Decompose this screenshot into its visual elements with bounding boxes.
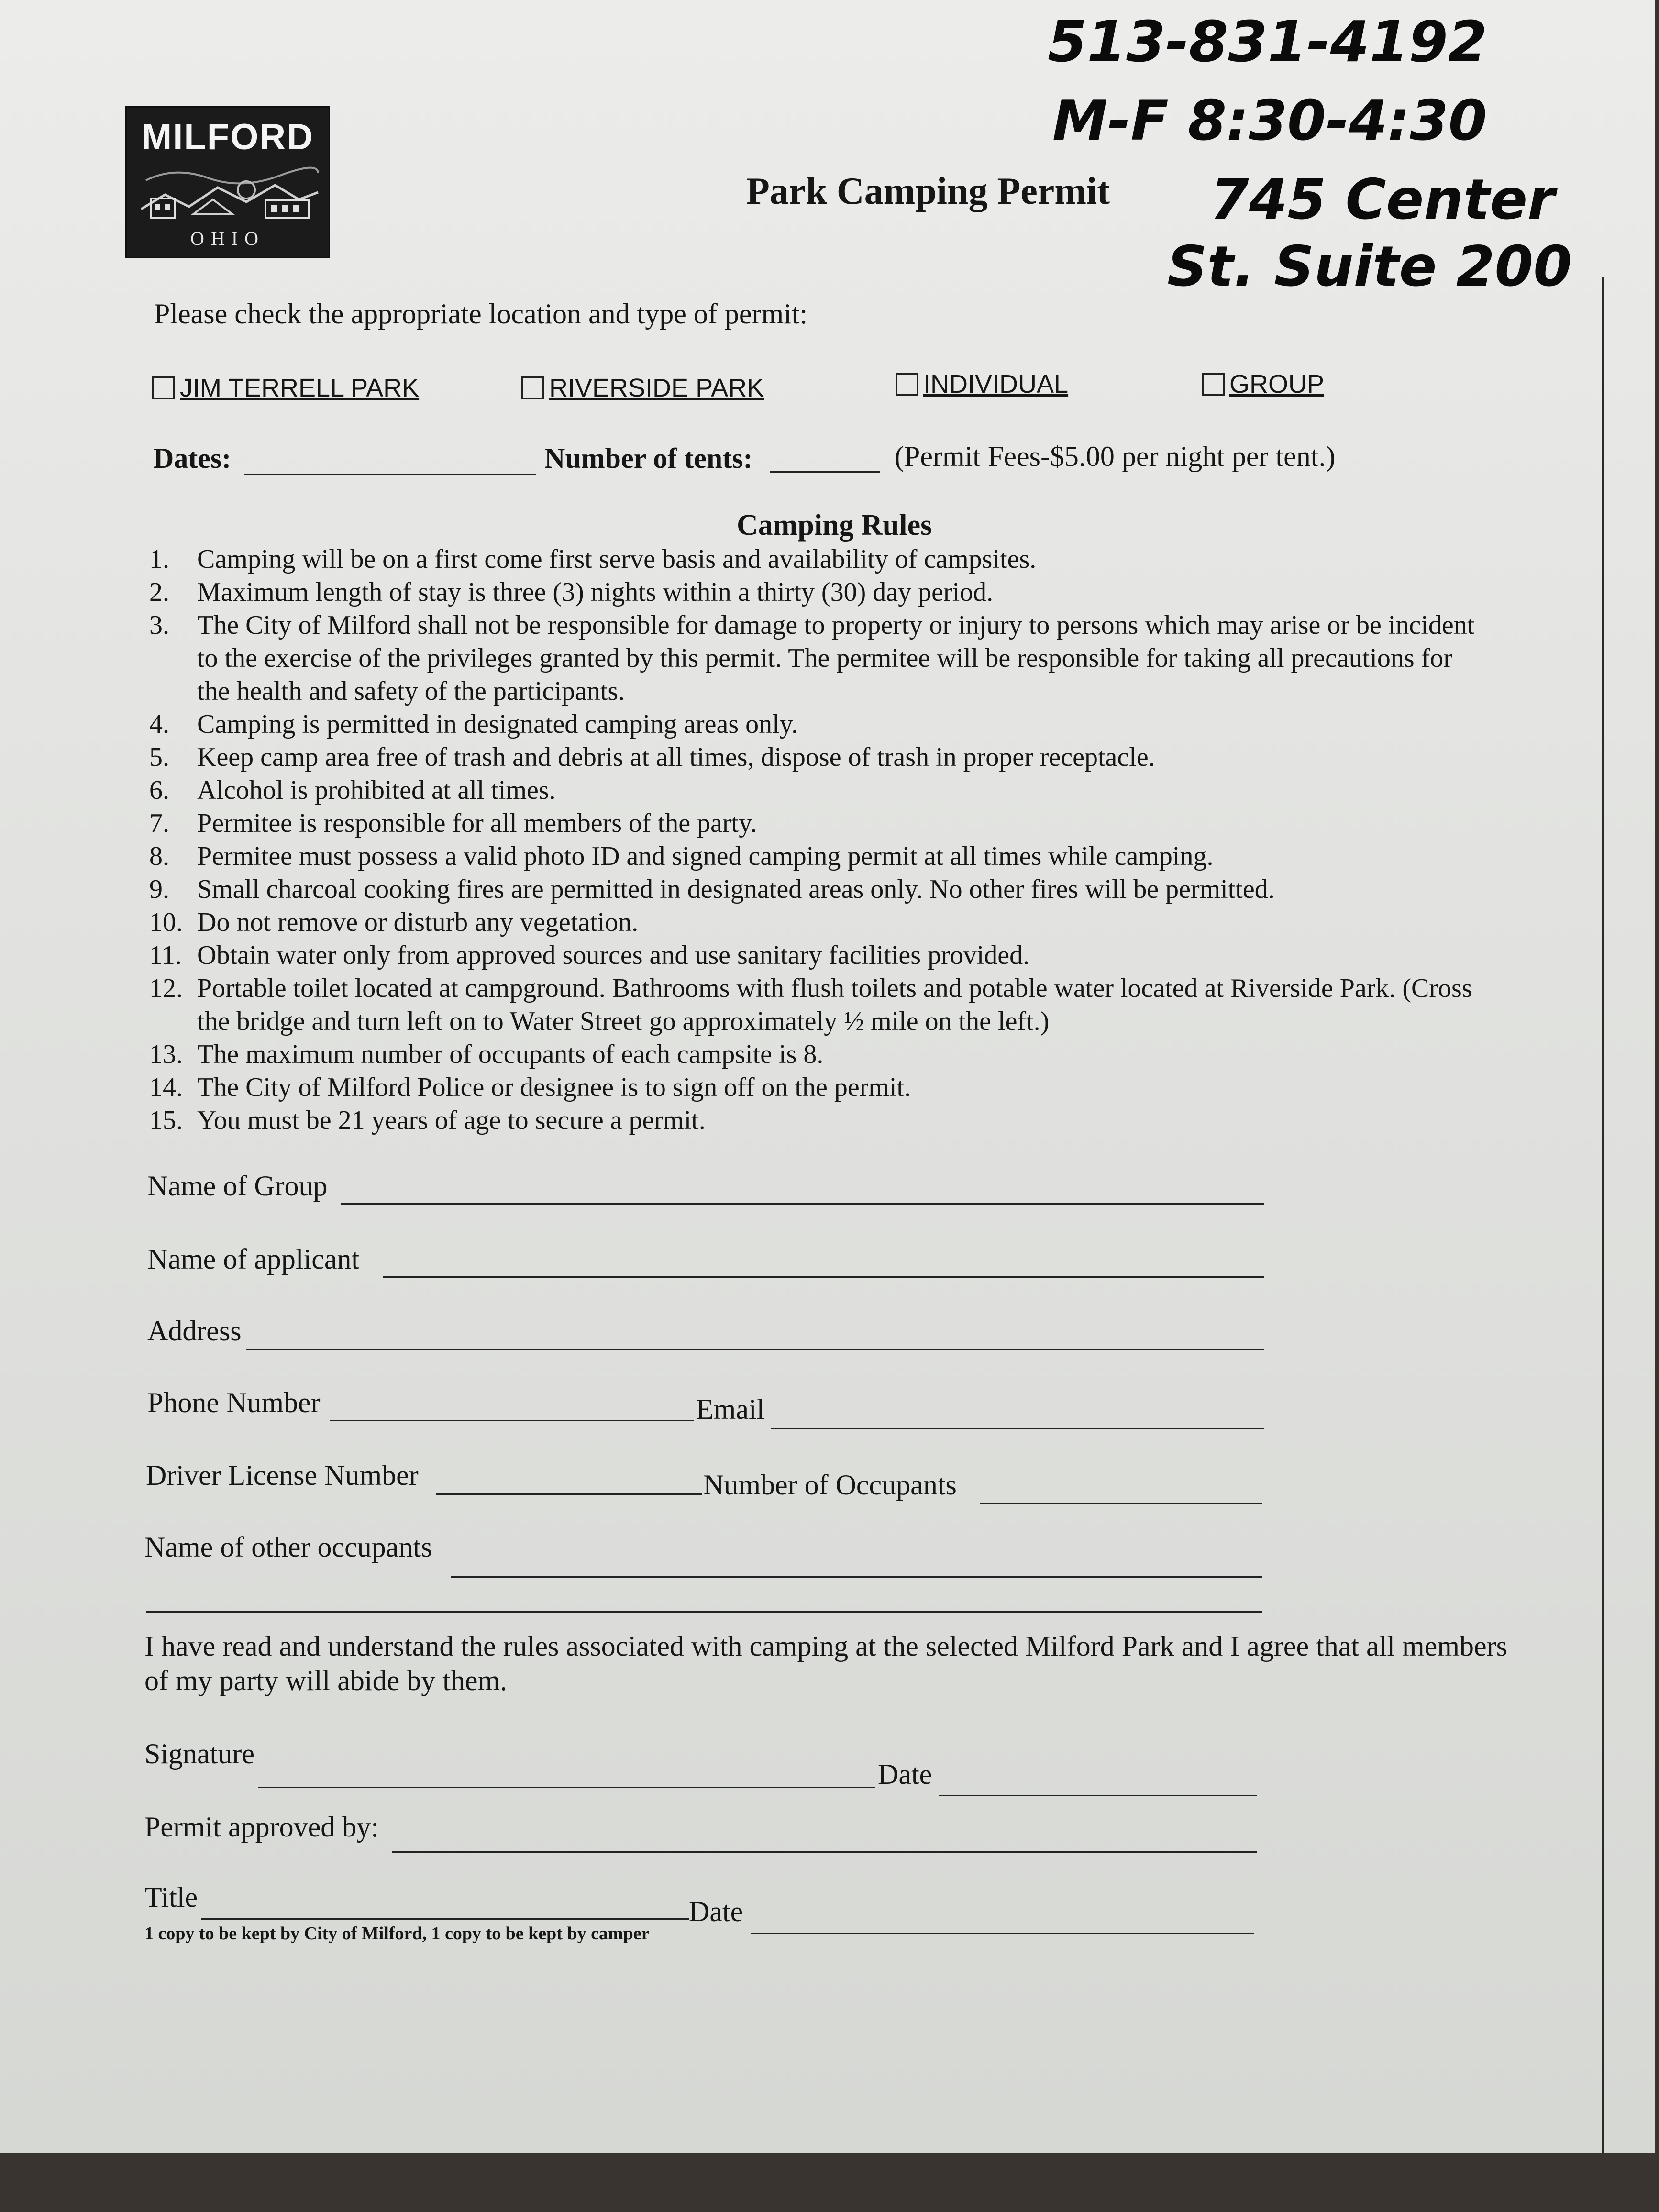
handwritten-phone: 513-831-4192 xyxy=(1048,9,1487,75)
logo-townscape-icon xyxy=(136,161,322,223)
address-label: Address xyxy=(147,1315,242,1347)
rule-item xyxy=(149,906,1489,939)
rule-text: Camping is permitted in designated camping areas only. xyxy=(197,709,798,739)
option-riverside-park[interactable] xyxy=(521,373,764,403)
checkbox[interactable] xyxy=(152,376,175,399)
rule-number: 5. xyxy=(149,742,169,772)
tents-input[interactable] xyxy=(770,471,880,473)
rule-number: 8. xyxy=(149,841,169,871)
license-label: Driver License Number xyxy=(146,1460,419,1491)
agreement-statement: I have read and understand the rules associated with camping at the selected Milford Park and I agree that all members of my party will abide by them. xyxy=(144,1630,1507,1696)
approved-by-input[interactable] xyxy=(392,1851,1257,1853)
applicant-label: Name of applicant xyxy=(147,1243,360,1275)
signature-input[interactable] xyxy=(258,1787,875,1788)
rule-item xyxy=(149,939,1489,972)
dates-label: Dates: xyxy=(153,442,232,474)
rule-text: Small charcoal cooking fires are permitted in designated areas only. No other fires will be permitted. xyxy=(197,874,1275,904)
title-label: Title xyxy=(144,1881,198,1913)
rule-text: Permitee is responsible for all members of the party. xyxy=(197,808,757,838)
option-group[interactable] xyxy=(1202,369,1324,399)
rule-number: 4. xyxy=(149,709,169,739)
email-input[interactable] xyxy=(771,1428,1264,1429)
rules-list xyxy=(149,543,1489,1137)
handwritten-hours: M-F 8:30-4:30 xyxy=(1052,88,1487,153)
title-input[interactable] xyxy=(201,1918,689,1920)
phone-label: Phone Number xyxy=(147,1387,321,1418)
tents-label: Number of tents: xyxy=(544,442,753,474)
option-jim-terrell-park[interactable] xyxy=(152,373,419,403)
page-edge-rule xyxy=(1602,277,1604,2153)
rule-item xyxy=(149,609,1489,708)
option-label: INDIVIDUAL xyxy=(923,370,1069,398)
rule-item xyxy=(149,807,1489,840)
rule-text: Obtain water only from approved sources and use sanitary facilities provided. xyxy=(197,940,1030,970)
rule-number: 1. xyxy=(149,544,169,574)
logo-name: MILFORD xyxy=(141,117,314,157)
rule-item xyxy=(149,972,1489,1038)
checkbox[interactable] xyxy=(521,376,544,399)
rule-text: You must be 21 years of age to secure a permit. xyxy=(197,1106,706,1135)
group-name-input[interactable] xyxy=(341,1203,1264,1205)
page-title: Park Camping Permit xyxy=(746,170,1110,212)
copy-footnote: 1 copy to be kept by City of Milford, 1 copy to be kept by camper xyxy=(144,1924,650,1944)
dates-input[interactable] xyxy=(244,474,536,475)
rule-text: Keep camp area free of trash and debris at all times, dispose of trash in proper receptacle. xyxy=(197,742,1155,772)
license-input[interactable] xyxy=(436,1493,702,1495)
rule-number: 14. xyxy=(149,1073,183,1102)
rule-number: 2. xyxy=(149,577,169,607)
other-occupants-label: Name of other occupants xyxy=(144,1531,432,1563)
checkbox[interactable] xyxy=(896,373,918,396)
rule-number: 9. xyxy=(149,874,169,904)
rule-item xyxy=(149,1071,1489,1104)
rule-item xyxy=(149,840,1489,873)
rule-text: The maximum number of occupants of each campsite is 8. xyxy=(197,1040,824,1069)
rule-text: The City of Milford Police or designee is to sign off on the permit. xyxy=(197,1073,911,1102)
rule-text: Do not remove or disturb any vegetation. xyxy=(197,907,639,937)
rule-text: Camping will be on a first come first serve basis and availability of campsites. xyxy=(197,544,1037,574)
rule-item xyxy=(149,1038,1489,1071)
signature-label: Signature xyxy=(144,1738,254,1770)
group-name-label: Name of Group xyxy=(147,1170,328,1202)
checkbox[interactable] xyxy=(1202,373,1225,396)
rule-number: 11. xyxy=(149,940,182,970)
rule-number: 6. xyxy=(149,775,169,805)
approved-by-label: Permit approved by: xyxy=(144,1811,379,1843)
rule-number: 15. xyxy=(149,1106,183,1135)
rule-text: Permitee must possess a valid photo ID and signed camping permit at all times while camping. xyxy=(197,841,1214,871)
logo-state: OHIO xyxy=(190,228,265,249)
option-label: RIVERSIDE PARK xyxy=(549,374,764,402)
handwritten-address-line1: 745 Center xyxy=(1210,167,1555,232)
phone-input[interactable] xyxy=(330,1420,694,1421)
permit-fees: (Permit Fees-$5.00 per night per tent.) xyxy=(895,441,1336,472)
signature-date-label: Date xyxy=(878,1759,932,1790)
rule-number: 3. xyxy=(149,610,169,640)
rule-text: The City of Milford shall not be responsible for damage to property or injury to persons which may arise or be incident to the exercise of the privileges granted by this permit. The permitee will be responsible for taking all precautions for the health and safety of the participants. xyxy=(197,610,1475,706)
occupants-count-input[interactable] xyxy=(980,1503,1262,1504)
rule-item xyxy=(149,708,1489,741)
rule-item xyxy=(149,543,1489,576)
address-input[interactable] xyxy=(246,1349,1264,1350)
rule-item xyxy=(149,873,1489,906)
option-label: JIM TERRELL PARK xyxy=(180,374,420,402)
handwritten-address-line2: St. Suite 200 xyxy=(1167,234,1572,299)
email-label: Email xyxy=(696,1394,765,1425)
occupants-count-label: Number of Occupants xyxy=(703,1469,957,1501)
rule-item xyxy=(149,774,1489,807)
rule-number: 12. xyxy=(149,973,183,1003)
rules-heading: Camping Rules xyxy=(737,509,932,542)
rule-item xyxy=(149,576,1489,609)
rule-text: Maximum length of stay is three (3) nights within a thirty (30) day period. xyxy=(197,577,994,607)
rule-number: 7. xyxy=(149,808,169,838)
option-label: GROUP xyxy=(1229,370,1325,398)
milford-logo xyxy=(125,106,330,258)
title-date-input[interactable] xyxy=(751,1933,1254,1934)
rule-item xyxy=(149,1104,1489,1137)
option-individual[interactable] xyxy=(896,369,1068,399)
rule-text: Alcohol is prohibited at all times. xyxy=(197,775,556,805)
rule-number: 10. xyxy=(149,907,183,937)
instructions: Please check the appropriate location and type of permit: xyxy=(154,298,808,330)
rule-number: 13. xyxy=(149,1040,183,1069)
rule-text: Portable toilet located at campground. Bathrooms with flush toilets and potable water located at Riverside Park. (Cross the bridge and turn left on to Water Street go approximately ½ mile on the left.) xyxy=(197,973,1472,1036)
rule-item xyxy=(149,741,1489,774)
title-date-label: Date xyxy=(689,1896,743,1927)
signature-date-input[interactable] xyxy=(939,1795,1257,1796)
applicant-input[interactable] xyxy=(383,1276,1264,1278)
other-occupants-input[interactable] xyxy=(451,1576,1262,1578)
other-occupants-input-2[interactable] xyxy=(146,1611,1262,1613)
